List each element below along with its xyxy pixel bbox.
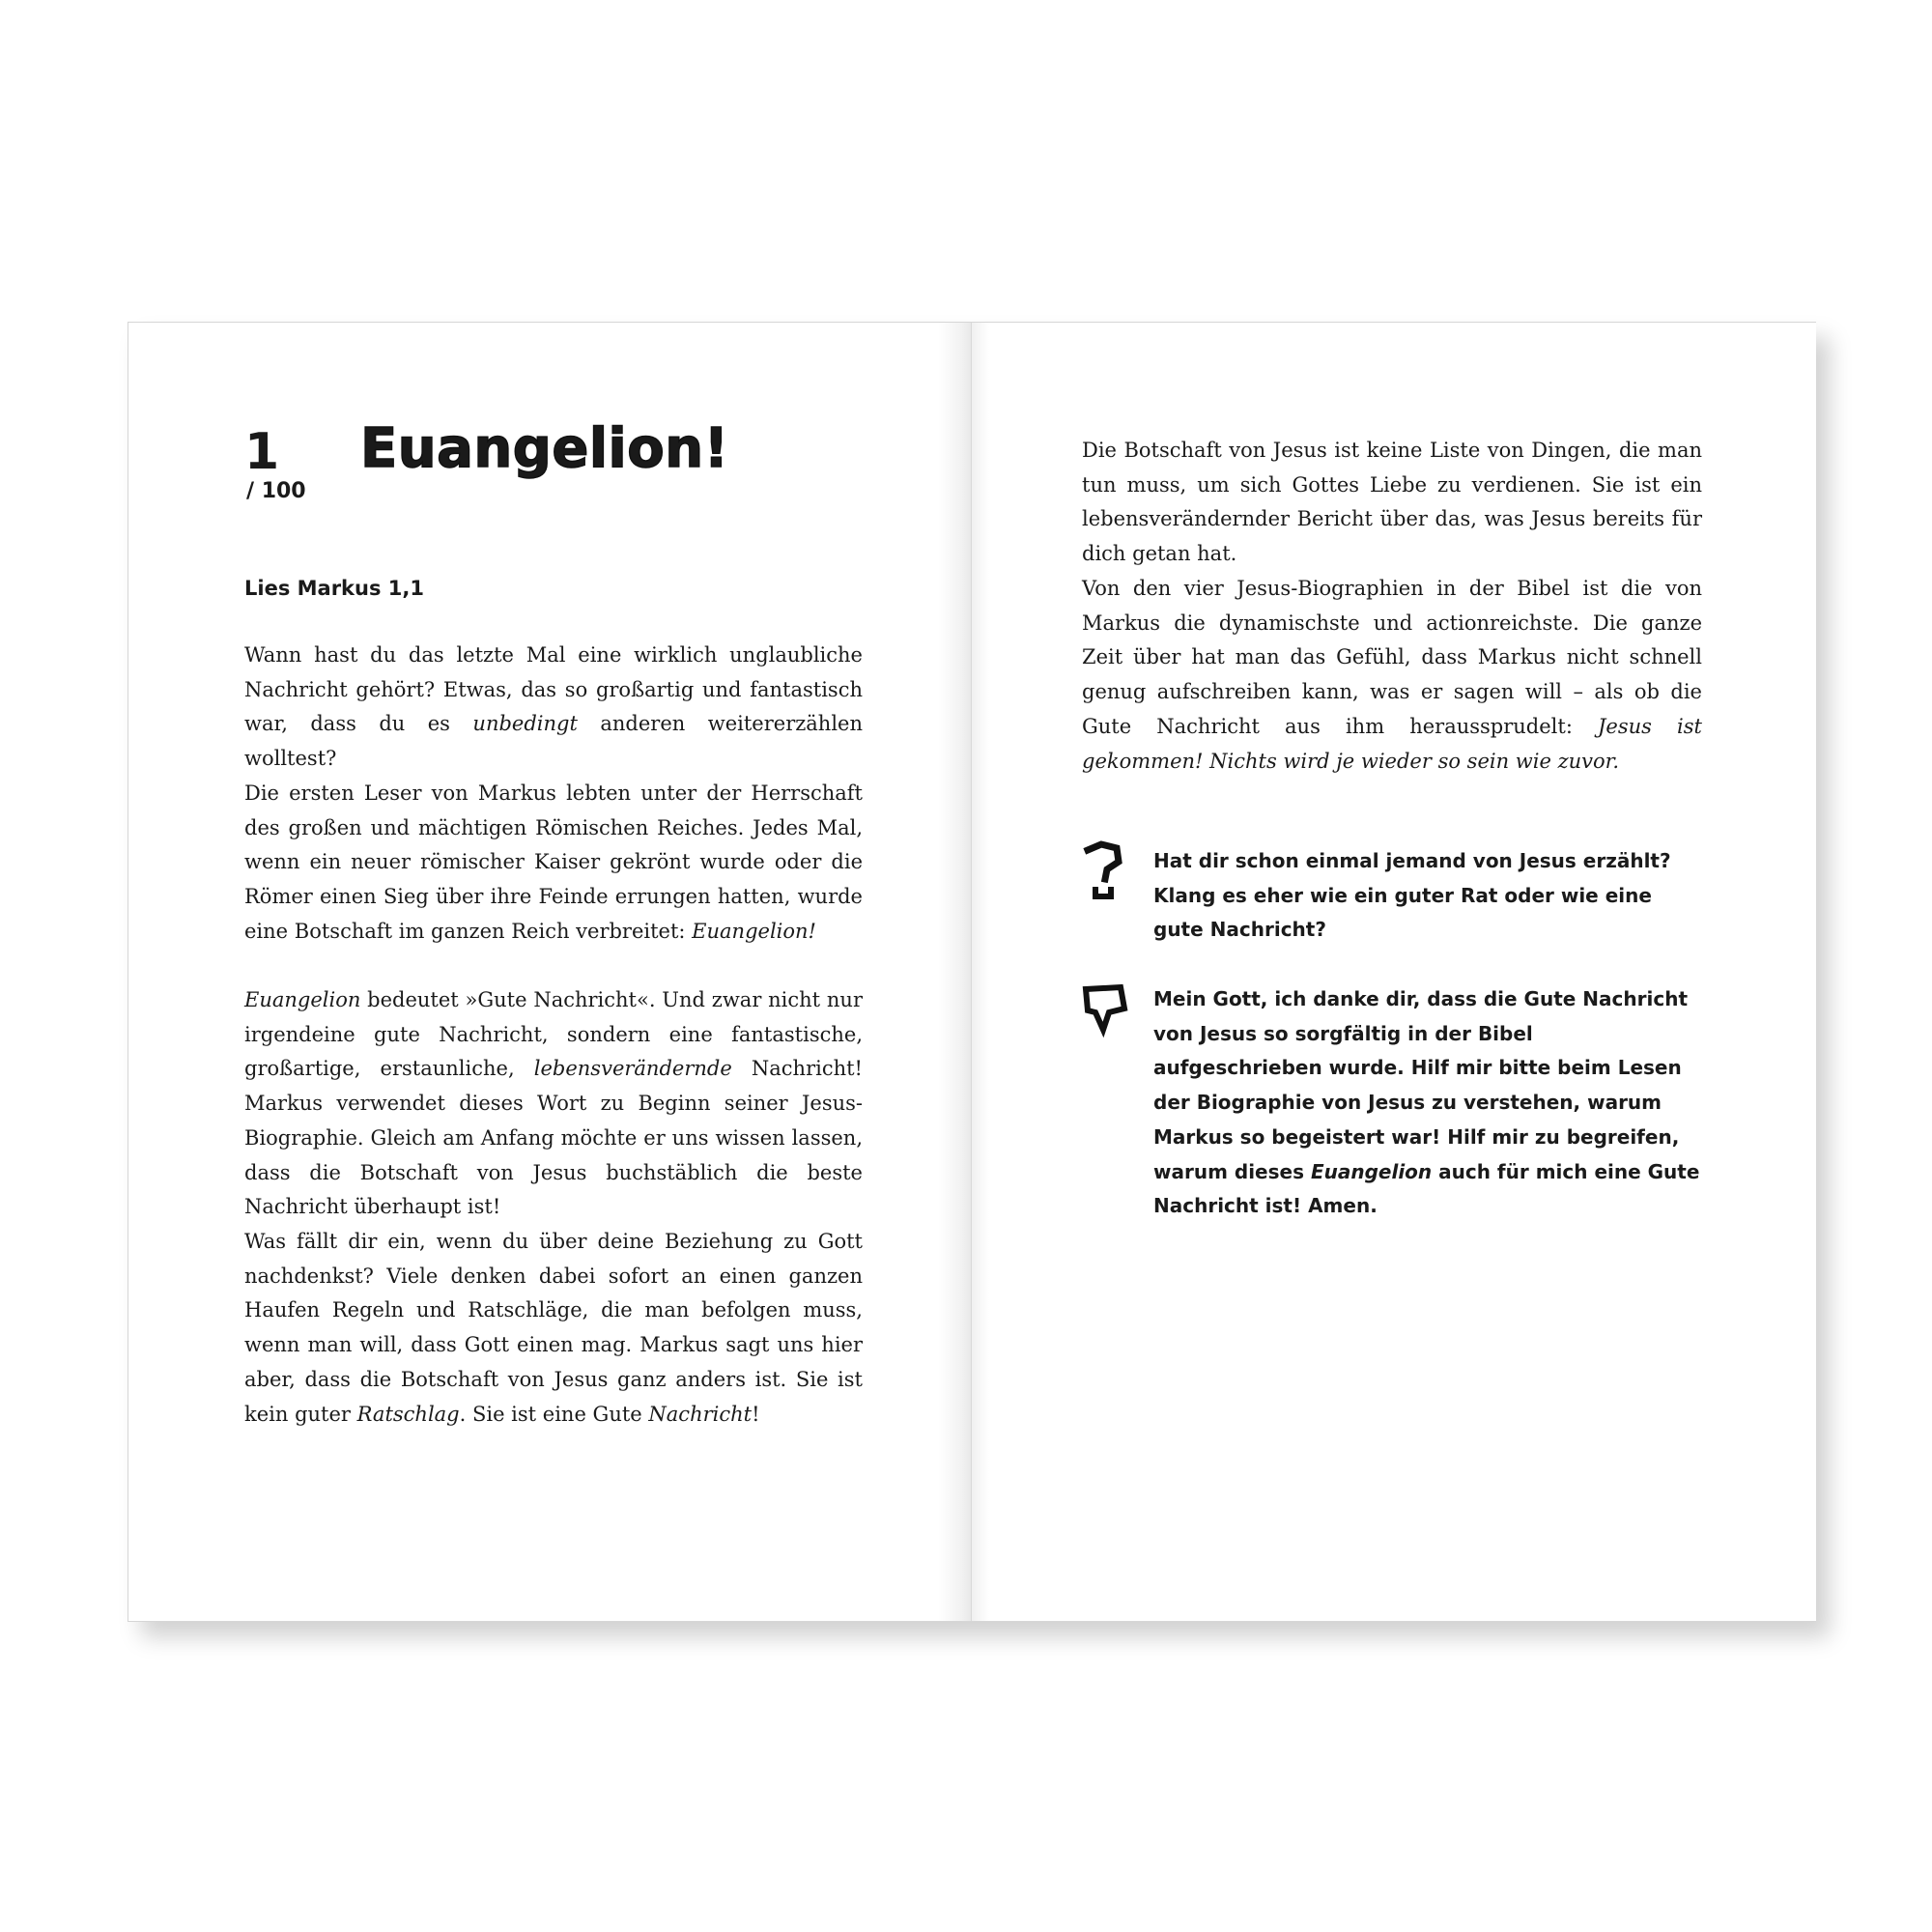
book-spread [128,322,1816,1622]
gutter-shadow [938,323,971,1621]
paragraph: Die Botschaft von Jesus ist keine Liste von Dingen, die man tun muss, um sich Gottes Liebe zu verdienen. Sie ist ein lebensverändernder Bericht über das, was Jesus bereits für dich getan hat. [1082,439,1702,566]
paragraph: Die ersten Leser von Markus lebten unter der Herrschaft des großen und mächtigen Römischen Reiches. Jedes Mal, wenn ein neuer römischer Kaiser gekrönt wurde oder die Römer einen Sieg über ihre Feinde errungen hatten, wurde eine Botschaft im ganzen Reich verbreitet: Euangelion! [244,781,863,943]
italic-emphasis: unbedingt [472,712,578,736]
paragraph: Von den vier Jesus-Biographien in der Bibel ist die von Markus die dynamischste und actionreichste. Die ganze Zeit über hat man das Gefühl, dass Markus nicht schnell genug aufschreiben kann, was er sagen will – als ob die Gute Nachricht aus ihm heraussprudelt: Jesus ist gekommen! Nichts wird je wieder so sein wie zuvor. [1082,577,1702,773]
paragraph: Was fällt dir ein, wenn du über deine Beziehung zu Gott nachdenkst? Viele denken dabei sofort an einen ganzen Haufen Regeln und Ratschläge, die man befolgen muss, wenn man will, dass Gott einen mag. Markus sagt uns hier aber, dass die Botschaft von Jesus ganz anders ist. Sie ist kein guter Ratschlag. Sie ist eine Gute Nachricht! [244,1230,863,1426]
prayer-text: Mein Gott, ich danke dir, dass die Gute Nachricht von Jesus so sorgfältig in der Bibel aufgeschrieben wurde. Hilf mir bitte beim Lesen der Biographie von Jesus zu verstehen, warum Markus so begeistert war! Hilf mir zu begreifen, warum dieses Euangelion auch für mich eine Gute Nachricht ist! Amen. [1153,987,1700,1218]
gutter-shadow [972,323,989,1621]
italic-emphasis: Ratschlag [356,1402,460,1426]
chapter-total: / 100 [246,479,306,503]
italic-emphasis: Jesus ist gekommen! Nichts wird je wieder so sein wie zuvor. [1082,714,1702,773]
italic-emphasis: lebensverändernde [533,1057,732,1081]
question-mark-icon [1082,840,1130,908]
speech-bubble-icon [1082,983,1130,1051]
chapter-title: Euangelion! [360,417,729,480]
right-page [971,323,1816,1621]
italic-emphasis: Euangelion [1310,1159,1433,1183]
italic-emphasis: Euangelion! [692,919,816,943]
paragraph: Euangelion bedeutet »Gute Nachricht«. Und zwar nicht nur irgendeine gute Nachricht, sondern eine fantastische, großartige, erstaunliche, lebensverändernde Nachricht! Markus verwendet dieses Wort zu Beginn seiner Jesus-Biographie. Gleich am Anfang möchte er uns wissen lassen, dass die Botschaft von Jesus buchstäblich die beste Nachricht überhaupt ist! [244,988,863,1219]
chapter-number: 1 [244,423,281,481]
italic-emphasis: Euangelion [244,988,361,1011]
reading-reference: Lies Markus 1,1 [244,577,424,600]
paragraph: Wann hast du das letzte Mal eine wirklich unglaubliche Nachricht gehört? Etwas, das so großartig und fantastisch war, dass du es unbedingt anderen weitererzählen wolltest? [244,643,864,771]
left-page [128,323,971,1621]
reflection-question: Hat dir schon einmal jemand von Jesus erzählt? Klang es eher wie ein guter Rat oder wie eine gute Nachricht? [1153,849,1671,942]
italic-emphasis: Nachricht [648,1402,753,1426]
